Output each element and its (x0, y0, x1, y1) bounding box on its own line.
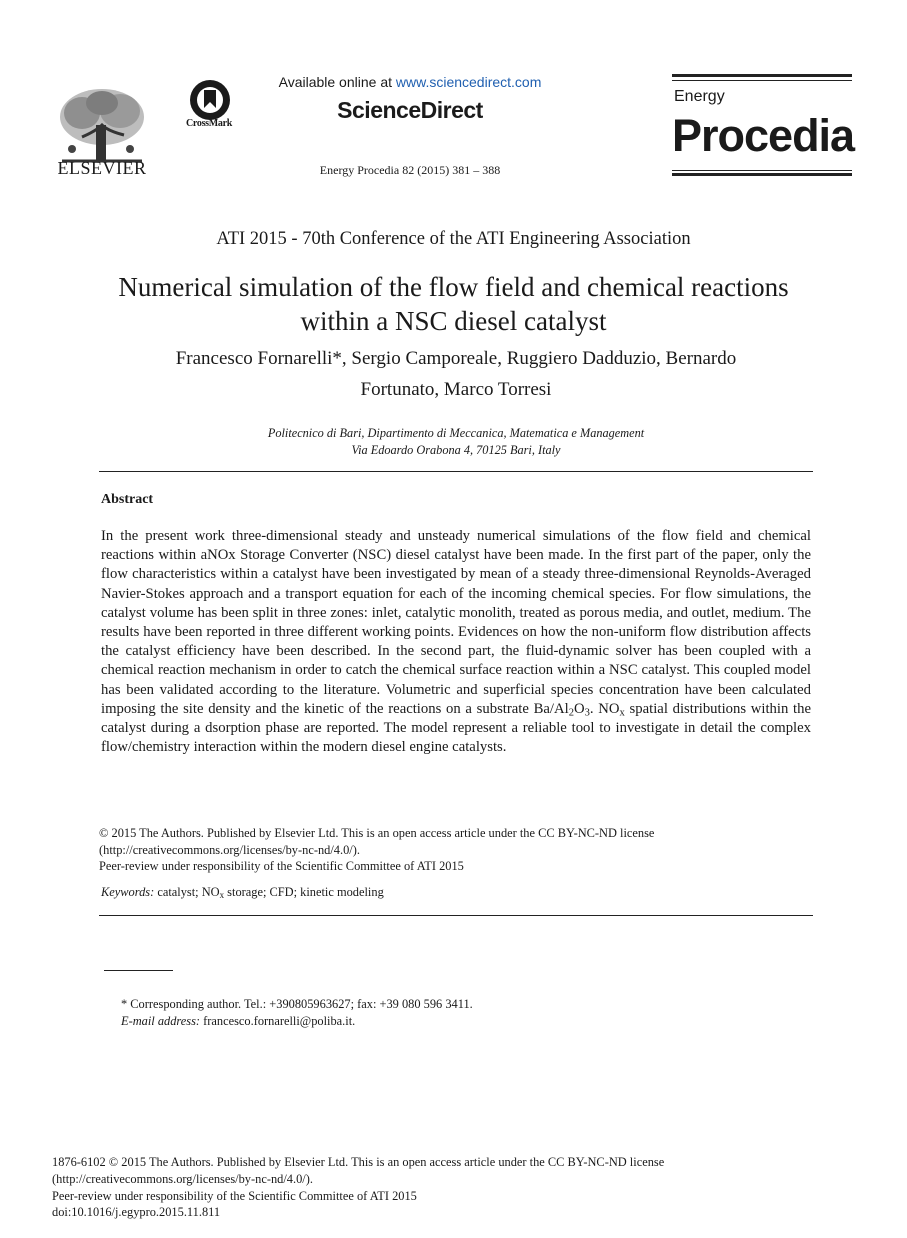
publisher-name: ELSEVIER (57, 158, 147, 178)
bottom-license-link[interactable]: (http://creativecommons.org/licenses/by-nc-nd/4.0/). (52, 1171, 313, 1186)
journal-reference: Energy Procedia 82 (2015) 381 – 388 (319, 163, 501, 177)
affiliation-line-1: Politecnico di Bari, Dipartimento di Meccanica, Matematica e Management (267, 426, 645, 440)
corresponding-author: * Corresponding author. Tel.: +390805963627; fax: +39 080 596 3411. (121, 997, 473, 1011)
footnote-rule (104, 970, 173, 971)
bottom-peer-review: Peer-review under responsibility of the Scientific Committee of ATI 2015 (52, 1188, 417, 1203)
license-line-1: © 2015 The Authors. Published by Elsevier Ltd. This is an open access article under the CC BY-NC-ND license (99, 826, 655, 840)
abstract-sub-2: 2 (568, 707, 574, 719)
affiliation (100, 425, 812, 458)
abstract-heading: Abstract (101, 492, 154, 507)
divider-bottom (99, 915, 813, 916)
email-address[interactable]: francesco.fornarelli@poliba.it. (200, 1014, 356, 1028)
keywords-line (101, 885, 815, 900)
journal-logo-big: Procedia (672, 110, 855, 161)
available-prefix: Available online at (278, 74, 396, 90)
email-label: E-mail address: (121, 1014, 201, 1028)
authors-line-2: Fortunato, Marco Torresi (360, 379, 552, 400)
bottom-copyright-block (52, 1154, 852, 1221)
sciencedirect-wordmark: ScienceDirect (337, 97, 483, 123)
author-list (100, 343, 812, 405)
keywords-sub-x: x (219, 890, 225, 901)
abstract-sub-x: x (619, 707, 625, 719)
title-line-1: Numerical simulation of the flow field and chemical reactions (118, 272, 789, 302)
journal-logo-small: Energy (674, 88, 725, 105)
affiliation-line-2: Via Edoardo Orabona 4, 70125 Bari, Italy (351, 442, 561, 457)
sciencedirect-link[interactable]: www.sciencedirect.com (395, 74, 542, 90)
issn-copyright-line: 1876-6102 © 2015 The Authors. Published by Elsevier Ltd. This is an open access article under the CC BY-NC-ND license (52, 1155, 665, 1169)
footnote (121, 996, 821, 1030)
energy-procedia-logo (672, 74, 855, 178)
conference-name: ATI 2015 - 70th Conference of the ATI Engineering Association (216, 229, 691, 249)
abstract-part-2: spatial distributions within the catalyst during a dsorption phase are reported. The model represent a reliable tool to investigate in detail the complex flow/chemistry interaction within the modern diesel engine catalysts. (101, 700, 811, 756)
abstract-sub-3: 3 (584, 707, 590, 719)
license-block (99, 825, 813, 875)
doi-line[interactable]: doi:10.1016/j.egypro.2015.11.811 (52, 1205, 221, 1220)
divider-top (99, 471, 813, 472)
title-line-2: within a NSC diesel catalyst (300, 306, 607, 336)
keywords-text-a: catalyst; NO (154, 885, 220, 899)
paper-title (60, 270, 847, 338)
abstract-text (101, 527, 811, 757)
crossmark-label: CrossMark (185, 118, 232, 129)
peer-review-line: Peer-review under responsibility of the Scientific Committee of ATI 2015 (99, 859, 464, 873)
abstract-part-1: In the present work three-dimensional steady and unsteady numerical simulations of the flow field and chemical reactions within aNOx Storage Converter (NSC) diesel catalyst have been made. In the first part of the paper, only the flow characteristics within a catalyst have been investigated by mean of a steady three-dimensional Reynolds-Averaged Navier-Stokes approach and a transport equation for each of the incoming chemical species. For flow simulations, the catalyst volume has been split in three zones: inlet, catalytic monolith, treated as porous media, and outlet, medium. The results have been reported in three different working points. Evidences on how the non-uniform flow distribution affects the catalyst efficiency have been described. In the second part, the fluid-dynamic solver has been coupled with a chemical reaction mechanism in order to catch the chemical surface reaction within a NSC catalyst. This coupled model has been validated according to the literature. Volumetric and superficial species concentration have been calculated imposing the site density and the kinetic of the reactions on a substrate Ba/Al (101, 528, 811, 717)
authors-line-1: Francesco Fornarelli*, Sergio Camporeale, Ruggiero Dadduzio, Bernardo (175, 348, 737, 369)
email-line (121, 1013, 821, 1030)
abstract-no: . NO (589, 700, 620, 717)
license-link[interactable]: (http://creativecommons.org/licenses/by-nc-nd/4.0/). (99, 842, 360, 857)
keywords-label: Keywords: (101, 885, 155, 899)
keywords-text-b: storage; CFD; kinetic modeling (224, 885, 384, 899)
available-online-line (240, 74, 580, 90)
abstract-o: O (574, 700, 585, 717)
